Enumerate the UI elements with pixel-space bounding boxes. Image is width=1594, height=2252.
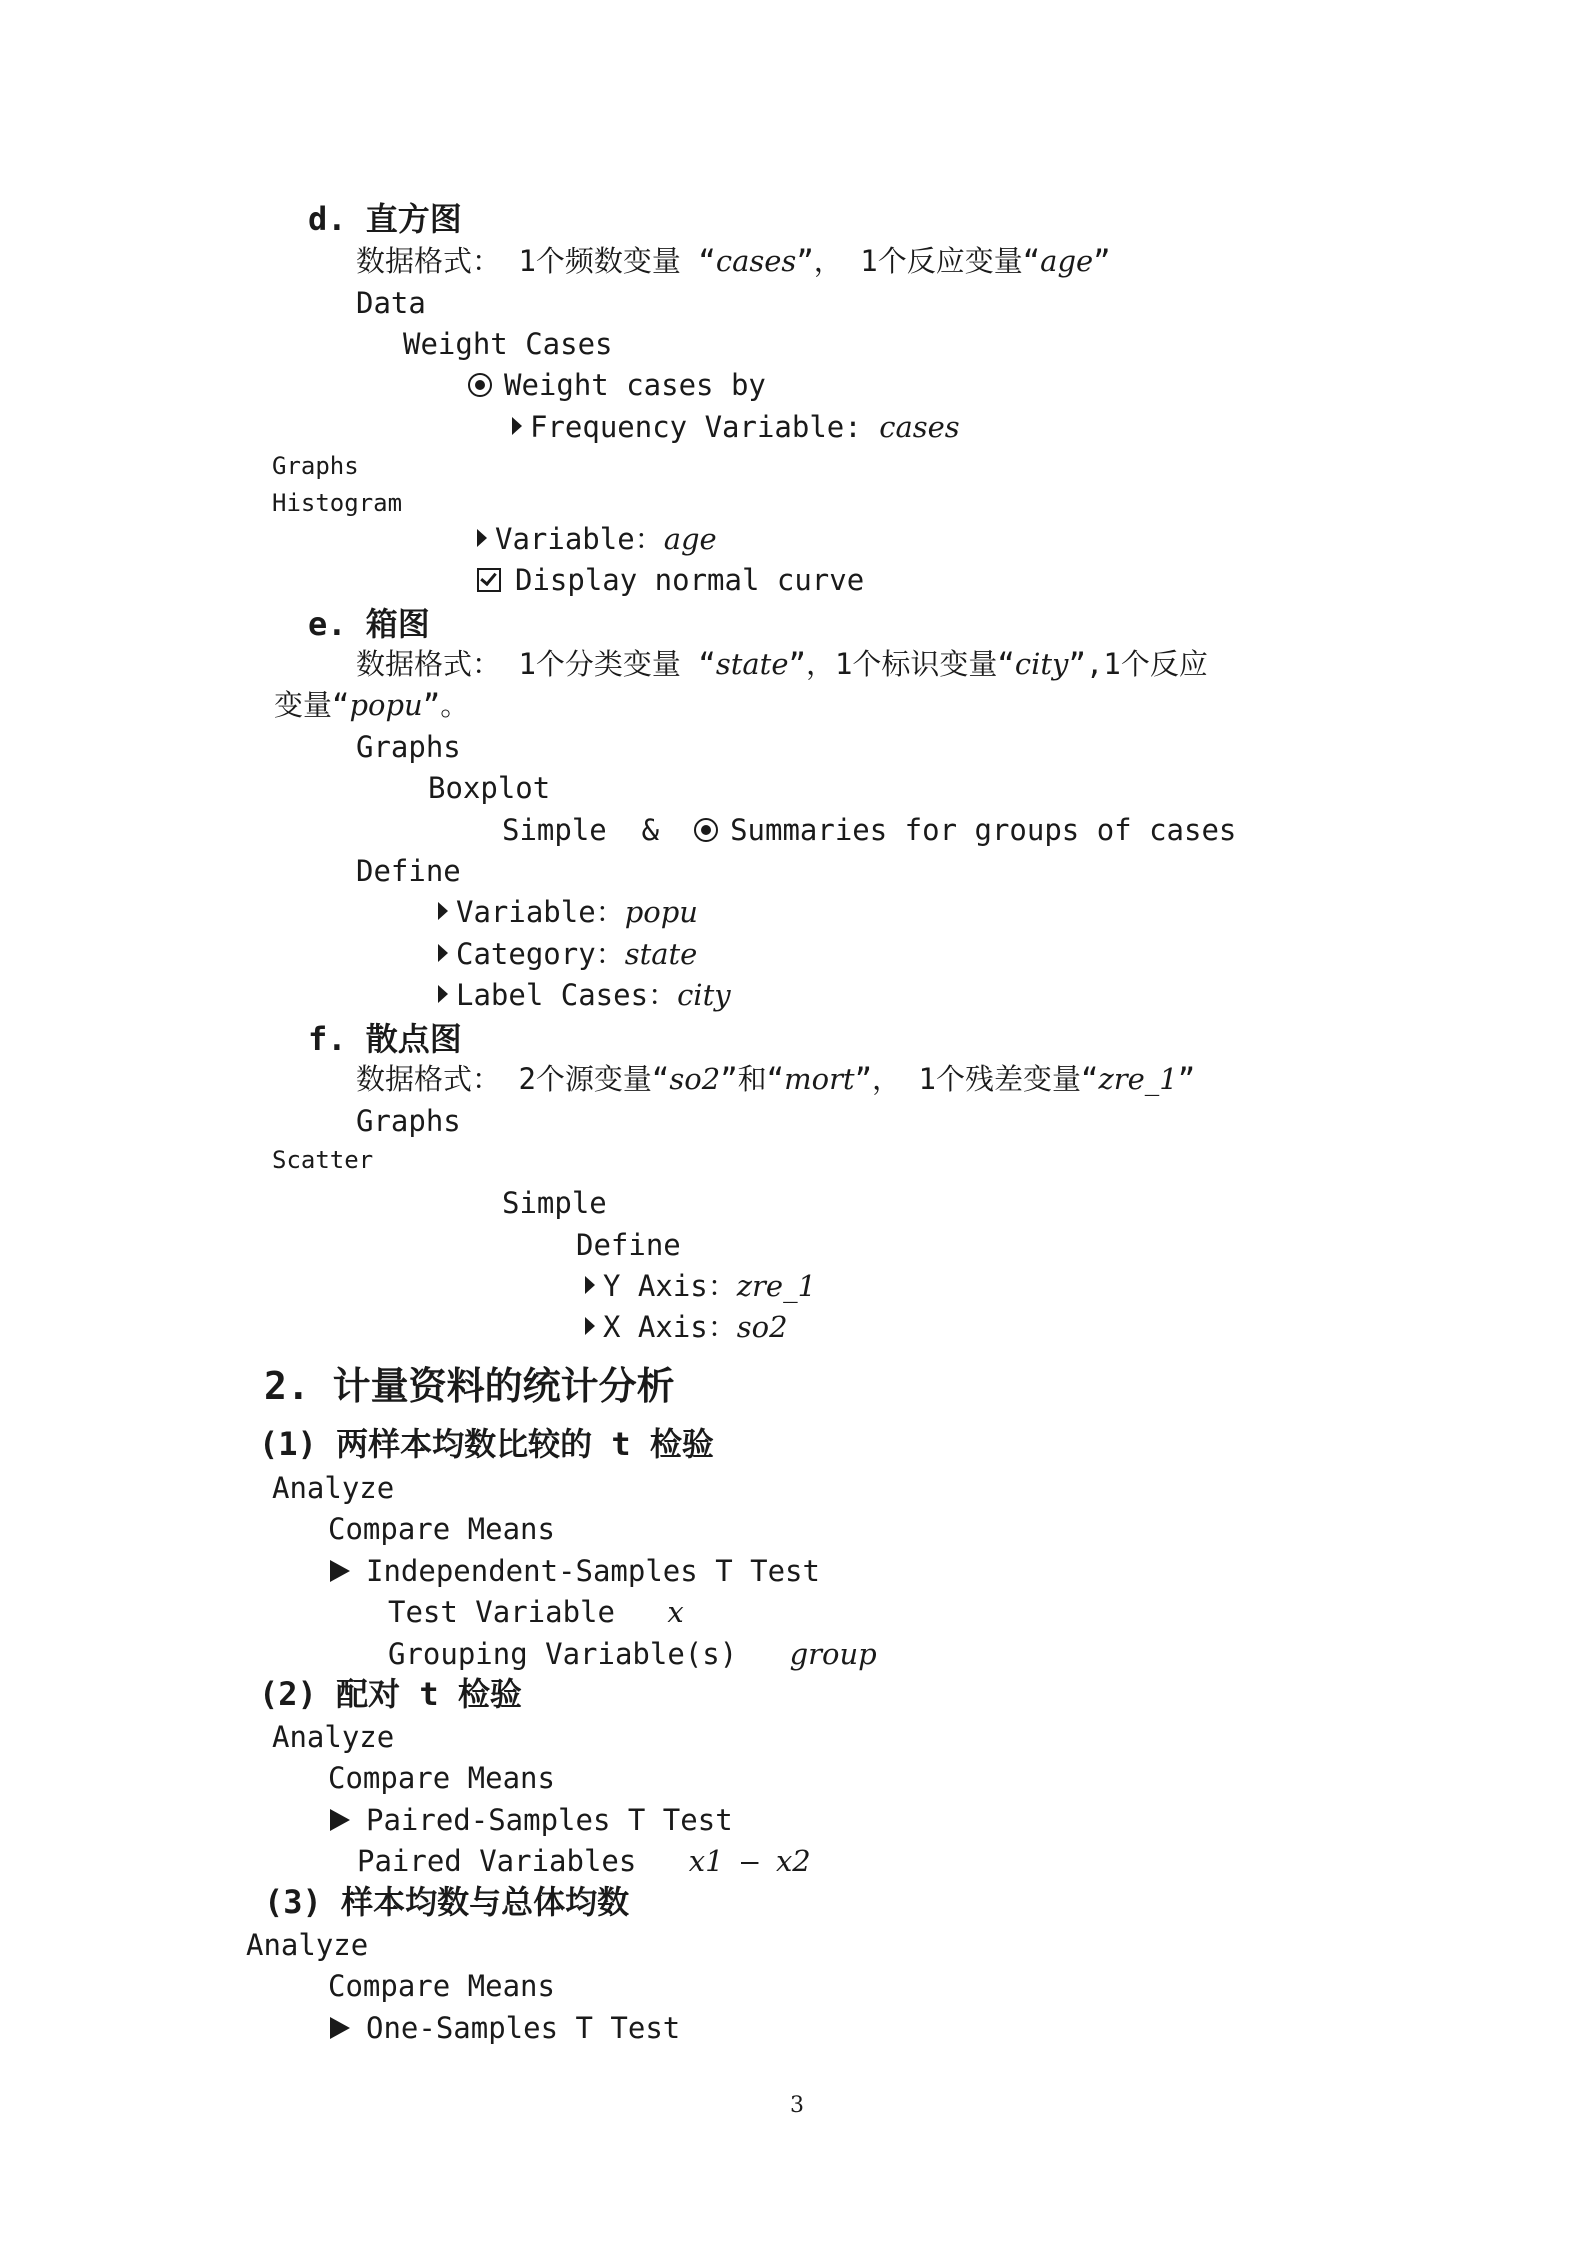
label-cases-value: city: [677, 978, 731, 1012]
menu-compare-means: Compare Means: [328, 1761, 555, 1795]
arrow-right-icon: [438, 944, 448, 962]
menu-simple: Simple: [502, 1186, 607, 1220]
arrow-right-icon: [477, 529, 487, 547]
section-f-heading: f. 散点图: [308, 1020, 462, 1058]
menu-scatter: Scatter: [272, 1146, 374, 1174]
radio-selected-icon: [468, 373, 492, 397]
arrow-right-icon: [330, 2017, 350, 2039]
x-axis-value: so2: [736, 1310, 788, 1344]
text-span: 数据格式： 2个源变量“: [356, 1062, 670, 1096]
x-axis-label: X Axis：: [603, 1310, 737, 1344]
section-d-heading: d. 直方图: [308, 200, 462, 238]
var-age: age: [1040, 244, 1094, 278]
sub1-heading: (1) 两样本均数比较的 t 检验: [259, 1425, 714, 1463]
text-span: ”， 1个反应变量“: [796, 244, 1041, 278]
text-span: ”， 1个残差变量“: [854, 1062, 1099, 1096]
menu-compare-means: Compare Means: [328, 1969, 555, 2003]
freq-var-label: Frequency Variable:: [530, 410, 880, 444]
paired-vars-label: Paired Variables: [357, 1844, 689, 1878]
grouping-label: Grouping Variable(s): [388, 1637, 790, 1671]
checkbox-checked-icon: [477, 568, 501, 592]
paired-t-test-line: [330, 1803, 733, 1837]
test-variable-line: [388, 1595, 684, 1629]
scatter-y-axis-line: [585, 1269, 817, 1303]
menu-graphs: Graphs: [356, 730, 461, 764]
text-span: 变量“: [274, 688, 350, 722]
frequency-variable-line: [512, 410, 960, 444]
independent-t-test-line: [330, 1554, 820, 1588]
menu-analyze: Analyze: [246, 1928, 369, 1962]
test-label: One-Samples T Test: [366, 2011, 681, 2045]
arrow-right-icon: [438, 902, 448, 920]
menu-graphs: Graphs: [356, 1104, 461, 1138]
var-zre1: zre_1: [1098, 1062, 1178, 1096]
histogram-variable-line: [477, 522, 717, 556]
menu-histogram: Histogram: [272, 489, 403, 517]
y-axis-value: zre_1: [736, 1269, 817, 1303]
test-label: Independent-Samples T Test: [366, 1554, 820, 1588]
text-span: 数据格式： 1个频数变量 “: [356, 244, 716, 278]
y-axis-label: Y Axis：: [603, 1269, 737, 1303]
dash-separator: —: [723, 1844, 776, 1878]
text-span: ”: [1177, 1062, 1196, 1096]
boxplot-label-cases-line: [438, 978, 731, 1012]
var-city: city: [1014, 647, 1069, 681]
radio-selected-icon: [694, 818, 718, 842]
page-number: 3: [790, 2093, 804, 2118]
variable-label: Variable：: [495, 522, 664, 556]
var-cases: cases: [715, 244, 797, 278]
menu-define: Define: [576, 1228, 681, 1262]
boxplot-simple-line: [502, 813, 1237, 847]
arrow-right-icon: [585, 1317, 595, 1335]
text-span: ”: [1093, 244, 1111, 278]
text-span: ”，1个标识变量“: [788, 647, 1015, 681]
arrow-right-icon: [512, 417, 522, 435]
category-label: Category：: [456, 937, 625, 971]
section-e-heading: e. 箱图: [308, 605, 430, 643]
summaries-label: Summaries for groups of cases: [730, 813, 1237, 847]
category-value: state: [624, 937, 698, 971]
var-popu: popu: [349, 688, 423, 722]
var-state: state: [715, 647, 789, 681]
weight-by-option: [468, 368, 766, 402]
menu-weight-cases: Weight Cases: [403, 327, 613, 361]
test-variable-label: Test Variable: [388, 1595, 668, 1629]
scatter-x-axis-line: [585, 1310, 788, 1344]
simple-label: Simple &: [502, 813, 695, 847]
menu-boxplot: Boxplot: [428, 771, 551, 805]
variable-label: Variable：: [456, 895, 625, 929]
arrow-right-icon: [585, 1276, 595, 1294]
arrow-right-icon: [330, 1560, 350, 1582]
menu-analyze: Analyze: [272, 1471, 395, 1505]
grouping-variable-line: [388, 1637, 877, 1671]
test-label: Paired-Samples T Test: [366, 1803, 733, 1837]
paired-var-x2: x2: [775, 1844, 811, 1878]
section-e-data-format: [356, 647, 1208, 681]
section-d-data-format: [356, 244, 1111, 278]
one-sample-t-test-line: [330, 2011, 681, 2045]
sub3-heading: (3) 样本均数与总体均数: [264, 1883, 630, 1921]
menu-graphs: Graphs: [272, 452, 359, 480]
text-span: ”和“: [720, 1062, 785, 1096]
label-cases-label: Label Cases：: [456, 978, 678, 1012]
display-normal-curve-line: [477, 563, 865, 597]
menu-data: Data: [356, 286, 426, 320]
arrow-right-icon: [330, 1809, 350, 1831]
var-mort: mort: [784, 1062, 855, 1096]
sub2-heading: (2) 配对 t 检验: [259, 1675, 522, 1713]
boxplot-category-line: [438, 937, 698, 971]
text-span: 数据格式： 1个分类变量 “: [356, 647, 716, 681]
grouping-value: group: [789, 1637, 877, 1671]
display-normal-label: Display normal curve: [515, 563, 865, 597]
freq-var-value: cases: [879, 410, 960, 444]
variable-value: age: [663, 522, 717, 556]
menu-analyze: Analyze: [272, 1720, 395, 1754]
menu-compare-means: Compare Means: [328, 1512, 555, 1546]
var-so2: so2: [669, 1062, 721, 1096]
paired-var-x1: x1: [688, 1844, 724, 1878]
text-span: ”,1个反应: [1068, 647, 1208, 681]
boxplot-variable-line: [438, 895, 698, 929]
section-e-data-format-cont: [274, 688, 470, 722]
test-variable-value: x: [667, 1595, 684, 1629]
menu-define: Define: [356, 854, 461, 888]
weight-by-label: Weight cases by: [504, 368, 766, 402]
section-f-data-format: [356, 1062, 1196, 1096]
variable-value: popu: [624, 895, 698, 929]
section-2-heading: 2. 计量资料的统计分析: [264, 1364, 675, 1408]
arrow-right-icon: [438, 985, 448, 1003]
paired-variables-line: [357, 1844, 811, 1878]
text-span: ”。: [422, 688, 470, 722]
